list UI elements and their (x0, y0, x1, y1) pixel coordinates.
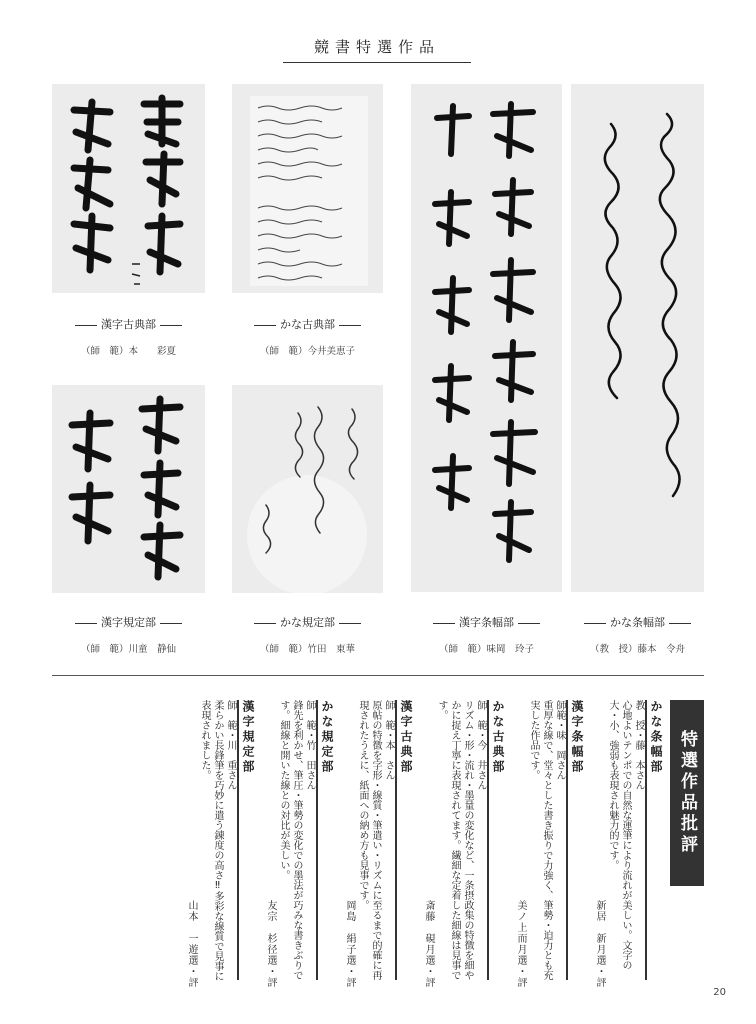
calligraphy-image (52, 385, 205, 593)
critique-subject: 師 範・川 重さん (225, 700, 236, 790)
artist-label: （師 範）本 彩夏 (80, 346, 176, 357)
artwork-kanji-classic (52, 84, 205, 293)
critique-category: かな古典部 (487, 700, 504, 980)
critique-subject: 師範・味 岡さん (554, 700, 565, 780)
artist-label: （師 範）今井美恵子 (259, 346, 355, 357)
critique-column (264, 700, 333, 988)
critique-subject: 教 授・藤 本さん (633, 700, 644, 790)
work-caption (232, 614, 383, 655)
calligraphy-image (411, 84, 562, 592)
calligraphy-image (571, 84, 704, 592)
artwork-kanji-scroll (411, 84, 562, 592)
work-caption (232, 316, 383, 357)
critique-column (422, 700, 504, 988)
critique-reviewer: 山本 一遊選・評 (186, 900, 197, 988)
critique-column (343, 700, 412, 988)
work-caption (52, 316, 205, 357)
department-label: かな規定部 (232, 614, 383, 630)
critique-subject: 師 範・竹 田さん (304, 700, 315, 790)
artwork-kanji-regulation (52, 385, 205, 593)
artist-label: （師 範）竹田 東華 (259, 644, 355, 655)
critique-body: 鋒先を利かせ、筆圧・筆勢の変化での墨法が巧みな書きぶりです。細線と開いた線との対比が美しい。 (278, 700, 302, 980)
critique-subject: 師 範・今 井さん (475, 700, 486, 790)
critique-reviewer: 新居 新月選・評 (594, 900, 605, 988)
critique-column (514, 700, 583, 988)
critique-category: 漢字規定部 (237, 700, 254, 980)
critique-category: 漢字条幅部 (566, 700, 583, 980)
department-label: 漢字古典部 (52, 316, 205, 332)
work-caption (52, 614, 205, 655)
department-label: かな古典部 (232, 316, 383, 332)
critique-reviewer: 美ノ上而月選・評 (515, 900, 526, 988)
calligraphy-image (232, 84, 383, 293)
section-divider (52, 675, 704, 676)
department-label: 漢字規定部 (52, 614, 205, 630)
critique-category: 漢字古典部 (395, 700, 412, 980)
artwork-kana-scroll (571, 84, 704, 592)
critique-reviewer: 斎藤 硯月選・評 (423, 900, 434, 988)
critique-header: 特選作品批評 (670, 700, 704, 886)
critique-body: リズム・形・流れ・墨量の変化など、一条摂政集の特徴を細やかに捉え丁寧に表現されてます。繊細な定着した細線は見事です。 (436, 700, 473, 980)
artist-label: （教 授）藤本 令舟 (589, 644, 685, 655)
critique-body: 原帖の特徴を字形・線質・筆遣い・リズムに至るまで的確に再現されたうえに、紙面への納め方も見事です。 (357, 700, 381, 980)
calligraphy-image (232, 385, 383, 593)
work-caption (411, 614, 562, 655)
artwork-kana-regulation (232, 385, 383, 593)
critique-reviewer: 岡島 絹子選・評 (344, 900, 355, 988)
critique-category: かな規定部 (316, 700, 333, 980)
critique-body: 心地よいテンポでの自然な運筆により流れが美しい。文字の大・小、強弱も表現され魅力的です。 (607, 700, 631, 970)
critique-column (593, 700, 662, 988)
critique-column (185, 700, 254, 988)
critique-subject: 師 範・本 さん (383, 700, 394, 780)
critique-category: かな条幅部 (645, 700, 662, 980)
artist-label: （師 範）味岡 玲子 (438, 644, 534, 655)
artist-label: （師 範）川童 静仙 (80, 644, 176, 655)
department-label: 漢字条幅部 (411, 614, 562, 630)
artwork-kana-classic (232, 84, 383, 293)
critique-reviewer: 友宗 杉径選・評 (265, 900, 276, 988)
critique-body: 柔らかい長鋒筆を巧妙に遣う錬度の高さ‼多彩な線質で見事に表現されました。 (199, 700, 223, 981)
department-label: かな条幅部 (571, 614, 704, 630)
critique-body: 重厚な線で、堂々とした書き振りで力強く、筆勢・迫力とも充実した作品です。 (528, 700, 552, 980)
work-caption (571, 614, 704, 655)
page-title: 競書特選作品 (283, 36, 471, 63)
calligraphy-image (52, 84, 205, 293)
page-number: 20 (713, 987, 726, 998)
critique-section (52, 700, 704, 988)
